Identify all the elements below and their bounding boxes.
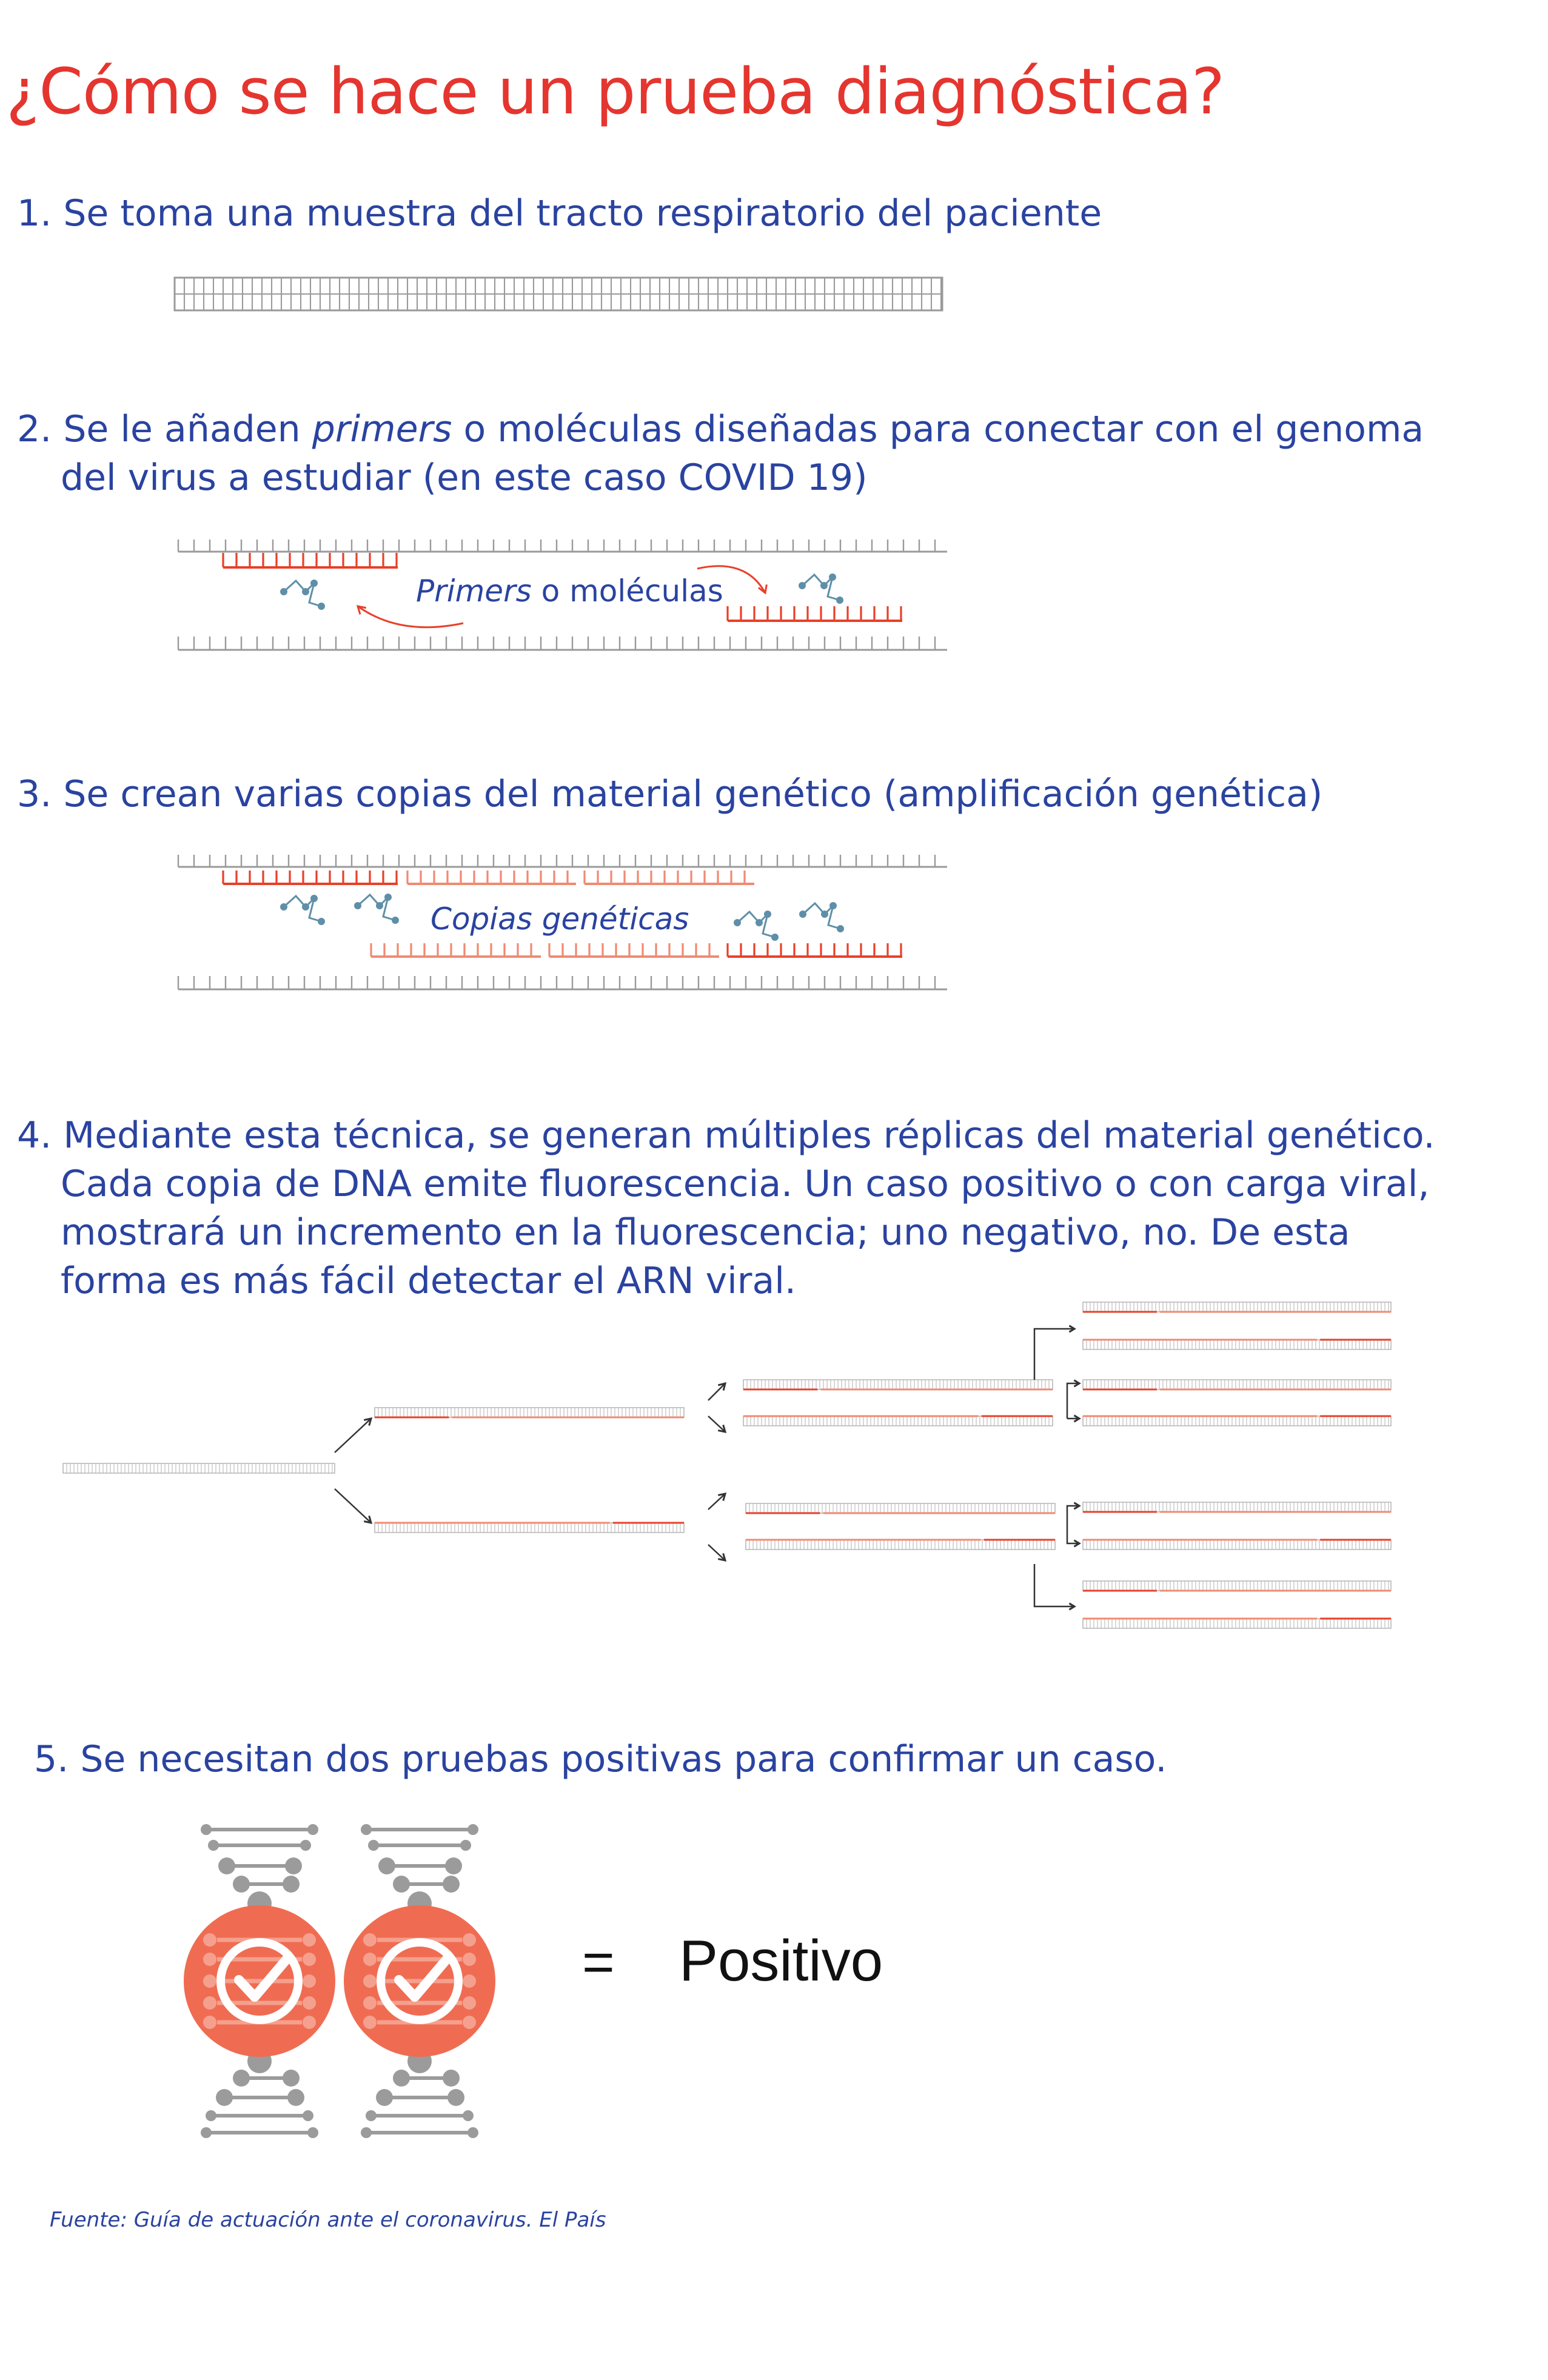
page-title: ¿Cómo se hace un prueba diagnóstica? [6, 55, 1225, 129]
sample-strand [175, 278, 942, 310]
copias-label [431, 901, 689, 937]
replication-tree [63, 1302, 1391, 1628]
dna-check-icon-2 [344, 1824, 495, 2138]
equals-sign: = [582, 1931, 615, 1993]
step-5-text: 5. Se necesitan dos pruebas positivas para confirmar un caso. [34, 1738, 1167, 1780]
dna-check-icon-1 [184, 1824, 335, 2138]
step-1-text: 1. Se toma una muestra del tracto respiratorio del paciente [17, 192, 1102, 235]
step-2-post: o moléculas diseñadas para conectar con el genoma [452, 408, 1424, 450]
step-2-line2: del virus a estudiar (en este caso COVID 19) [61, 456, 868, 499]
step-2-em: primers [312, 408, 452, 450]
copias-label-em: Copias genéticas [431, 901, 689, 937]
primers-label [416, 573, 723, 609]
step-4-line3: mostrará un incremento en la fluorescencia; uno negativo, no. De esta [61, 1211, 1350, 1254]
step-2-pre: 2. Se le añaden [17, 408, 312, 450]
source-note: Fuente: Guía de actuación ante el coronavirus. El País [50, 2208, 606, 2232]
step-4-line2: Cada copia de DNA emite fluorescencia. Un caso positivo o con carga viral, [61, 1163, 1430, 1205]
step-3-text: 3. Se crean varias copias del material genético (amplificación genética) [17, 773, 1323, 815]
primers-label-em: Primers [416, 573, 532, 609]
result-positivo: Positivo [679, 1928, 883, 1993]
primers-label-rest: o moléculas [531, 573, 723, 609]
step-4-line4: forma es más fácil detectar el ARN viral. [61, 1260, 796, 1302]
step-4-line1: 4. Mediante esta técnica, se generan múltiples réplicas del material genético. [17, 1114, 1435, 1157]
